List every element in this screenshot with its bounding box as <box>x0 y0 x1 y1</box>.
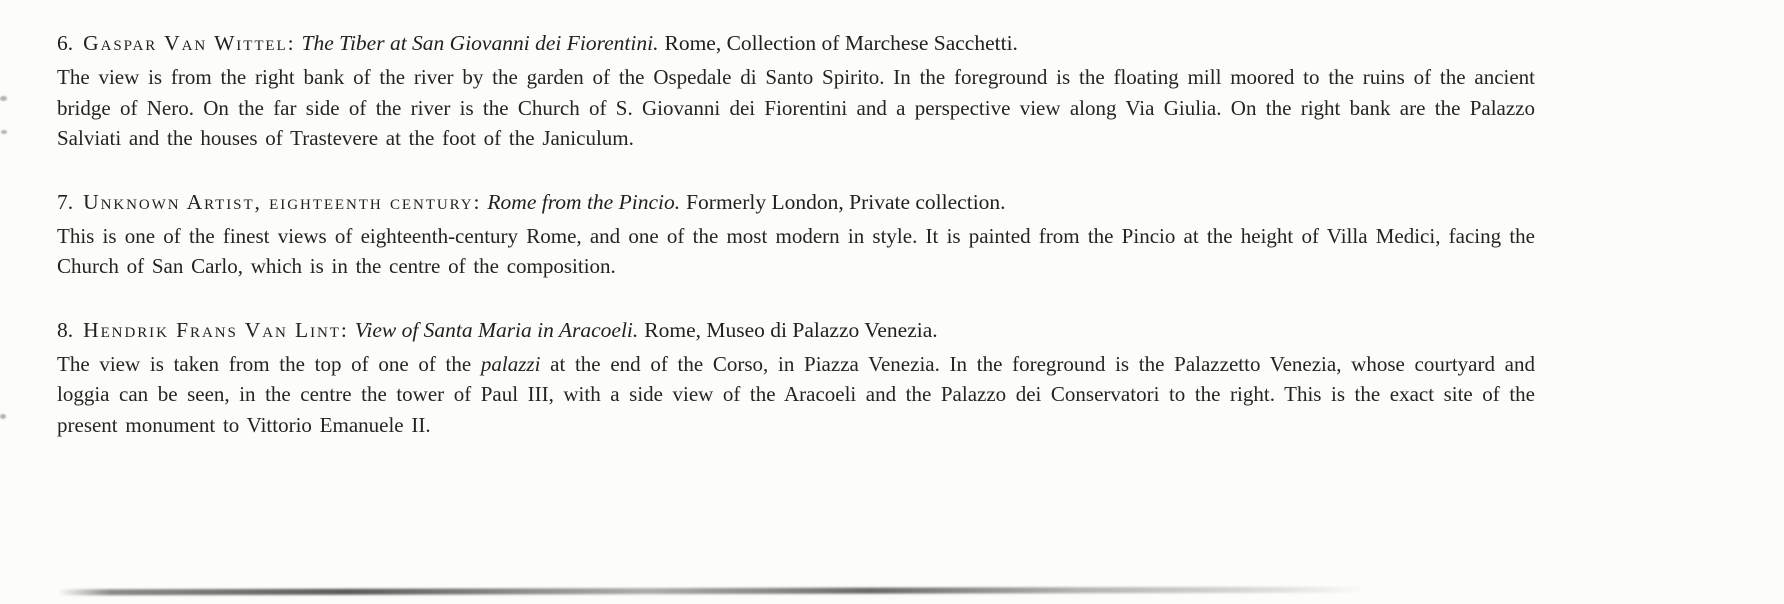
description-text: at the end of the Corso, in Piazza Venezia. In the foreground is the Palazzetto Venezia, whose courtyard and loggia can be seen, in the centre the tower of Paul III, with a side view of the Aracoeli and the Palazzo dei Conservatori to the right. This is the exact site of the present monument to Vittorio Emanuele II. <box>57 351 1535 437</box>
entry-heading <box>57 26 1535 60</box>
entry-description <box>57 221 1535 282</box>
entry-heading <box>57 185 1535 219</box>
work-title: The Tiber at San Giovanni dei Fiorentini. <box>301 31 659 55</box>
catalog-entry-8 <box>57 313 1535 441</box>
scan-shadow-streak <box>58 587 1368 596</box>
work-title: Rome from the Pincio. <box>487 189 681 214</box>
catalog-entry-7 <box>57 185 1535 282</box>
description-italic-text: palazzi <box>480 351 541 376</box>
entry-number: 7. <box>57 189 74 214</box>
description-text: The view is taken from the top of one of the <box>57 351 481 376</box>
artist-name: Hendrik Frans Van Lint: <box>83 317 349 342</box>
entry-description <box>57 62 1535 154</box>
description-text: This is one of the finest views of eighteenth-century Rome, and one of the most modern in style. It is painted from the Pincio at the height of Villa Medici, facing the Church of San Carlo, which is in the centre of the composition. <box>57 223 1535 278</box>
work-location: Rome, Museo di Palazzo Venezia. <box>644 317 938 342</box>
entry-heading <box>57 313 1535 347</box>
artist-name: Gaspar Van Wittel: <box>83 31 296 55</box>
work-location: Rome, Collection of Marchese Sacchetti. <box>664 31 1018 55</box>
description-text: The view is from the right bank of the river by the garden of the Ospedale di Santo Spirito. In the foreground is the floating mill moored to the ruins of the ancient bridge of Nero. On the far side of the river is the Church of S. Giovanni dei Fiorentini and a perspective view along Via Giulia. On the right bank are the Palazzo Salviati and the houses of Trastevere at the foot of the Janiculum. <box>57 65 1535 150</box>
scan-speck <box>0 414 6 419</box>
work-title: View of Santa Maria in Aracoeli. <box>354 317 639 342</box>
entry-number: 8. <box>57 317 74 342</box>
work-location: Formerly London, Private collection. <box>686 189 1006 214</box>
catalog-entry-6 <box>57 26 1535 154</box>
scan-speck <box>0 96 7 101</box>
catalog-page <box>57 26 1535 471</box>
entry-number: 6. <box>57 31 74 55</box>
artist-name: Unknown Artist, eighteenth century: <box>83 189 482 214</box>
scan-speck <box>1 130 7 134</box>
entry-description <box>57 349 1535 441</box>
